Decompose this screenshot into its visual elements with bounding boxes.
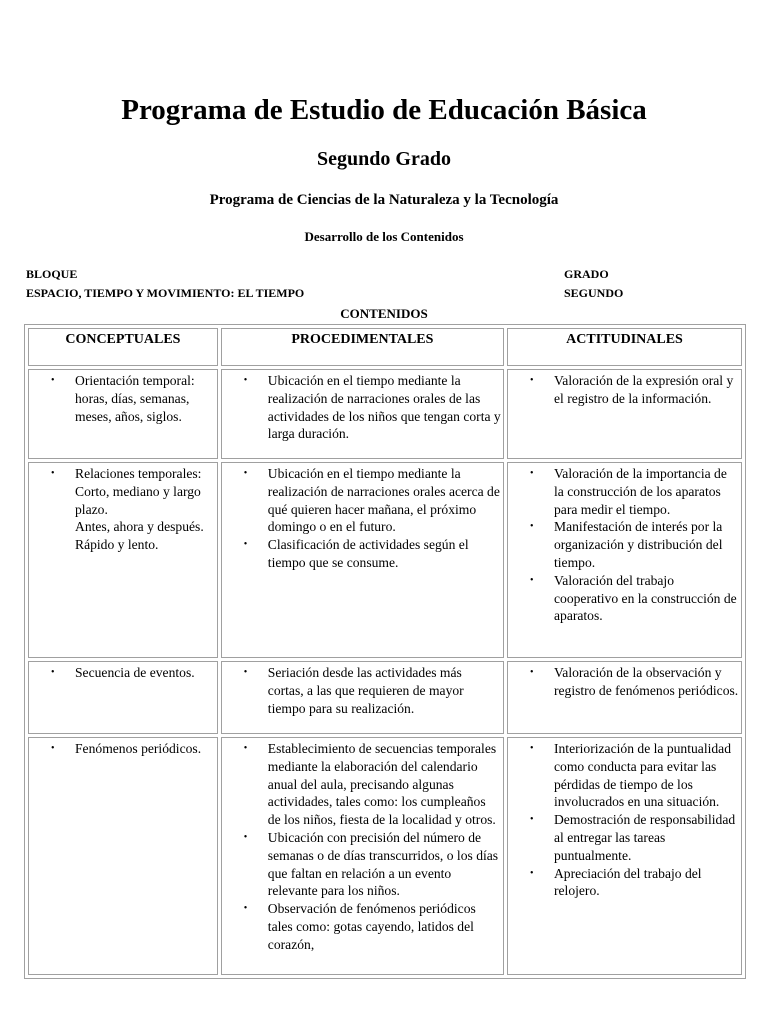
- cell-actitudinal: [507, 369, 742, 459]
- cell-conceptual: [28, 661, 218, 734]
- list-item: [75, 372, 215, 425]
- table-row: [28, 369, 742, 459]
- cell-procedimental: [221, 737, 504, 975]
- item-line: Antes, ahora y después.: [75, 519, 204, 535]
- list-item: • Ubicación con precisión del número de semanas o de días transcurridos, o los días que faltan en relación a un evento relevante para los niños.: [268, 829, 501, 900]
- document-title: Programa de Estudio de Educación Básica: [121, 94, 647, 126]
- list-item: • Demostración de responsabilidad al entregar las tareas puntualmente.: [554, 811, 739, 864]
- program-name: Programa de Ciencias de la Naturaleza y la Tecnología: [209, 192, 559, 208]
- list-item: • Clasificación de actividades según el tiempo que se consume.: [268, 536, 501, 572]
- list-item: [75, 664, 215, 682]
- cell-actitudinal: [507, 737, 742, 975]
- cell-procedimental: [221, 462, 504, 658]
- header-procedimentales: PROCEDIMENTALES: [221, 328, 504, 366]
- list-item: • Valoración de la observación y registro de fenómenos periódicos.: [554, 664, 739, 700]
- cell-procedimental: [221, 369, 504, 459]
- cell-procedimental: [221, 661, 504, 734]
- header-conceptuales: CONCEPTUALES: [28, 328, 218, 366]
- list-item: • Observación de fenómenos periódicos tales como: gotas cayendo, latidos del corazón,: [268, 900, 501, 953]
- list-item: • Ubicación en el tiempo mediante la realización de narraciones orales de las actividades de los niños que tengan corta y larga duración.: [268, 372, 501, 443]
- cell-actitudinal: [507, 661, 742, 734]
- header-actitudinales: ACTITUDINALES: [507, 328, 742, 366]
- item-line: • Fenómenos periódicos.: [75, 741, 202, 756]
- bloque-label: BLOQUE: [26, 267, 78, 281]
- list-item: • Interiorización de la puntualidad como conducta para evitar las pérdidas de tiempo de los involucrados en una situación.: [554, 740, 739, 811]
- item-line: • Orientación temporal: horas, días, semanas, meses, años, siglos.: [75, 373, 195, 424]
- list-item: [75, 740, 215, 758]
- table-row: [28, 661, 742, 734]
- table-body: [28, 369, 742, 975]
- item-line: Rápido y lento.: [75, 537, 159, 553]
- item-line: • Relaciones temporales:: [75, 466, 202, 481]
- document-subtitle: Segundo Grado: [317, 148, 451, 170]
- item-line: • Secuencia de eventos.: [75, 665, 195, 680]
- grado-label: GRADO: [564, 267, 609, 281]
- list-item: • Valoración del trabajo cooperativo en la construcción de aparatos.: [554, 572, 739, 625]
- list-item: • Ubicación en el tiempo mediante la realización de narraciones orales acerca de qué quieren hacer mañana, el próximo domingo o en el futuro.: [268, 465, 501, 536]
- grado-value: SEGUNDO: [564, 286, 624, 300]
- list-item: [75, 465, 215, 554]
- list-item: • Establecimiento de secuencias temporales mediante la elaboración del calendario anual del aula, precisando algunas actividades, tales como: los cumpleaños de los niños, fiesta de la localidad y otros.: [268, 740, 501, 829]
- contenidos-heading: CONTENIDOS: [340, 306, 428, 321]
- item-line: Corto, mediano y largo plazo.: [75, 483, 201, 517]
- cell-conceptual: [28, 737, 218, 975]
- cell-conceptual: [28, 462, 218, 658]
- table-row: [28, 737, 742, 975]
- bloque-value: ESPACIO, TIEMPO Y MOVIMIENTO: EL TIEMPO: [26, 286, 305, 300]
- list-item: • Seriación desde las actividades más cortas, a las que requieren de mayor tiempo para su realización.: [268, 664, 501, 717]
- section-heading: Desarrollo de los Contenidos: [304, 229, 464, 244]
- cell-conceptual: [28, 369, 218, 459]
- list-item: • Manifestación de interés por la organización y distribución del tiempo.: [554, 518, 739, 571]
- contents-table: [24, 324, 746, 979]
- list-item: • Valoración de la importancia de la construcción de los aparatos para medir el tiempo.: [554, 465, 739, 518]
- table-row: [28, 462, 742, 658]
- list-item: • Valoración de la expresión oral y el registro de la información.: [554, 372, 739, 408]
- cell-actitudinal: [507, 462, 742, 658]
- list-item: • Apreciación del trabajo del relojero.: [554, 865, 739, 901]
